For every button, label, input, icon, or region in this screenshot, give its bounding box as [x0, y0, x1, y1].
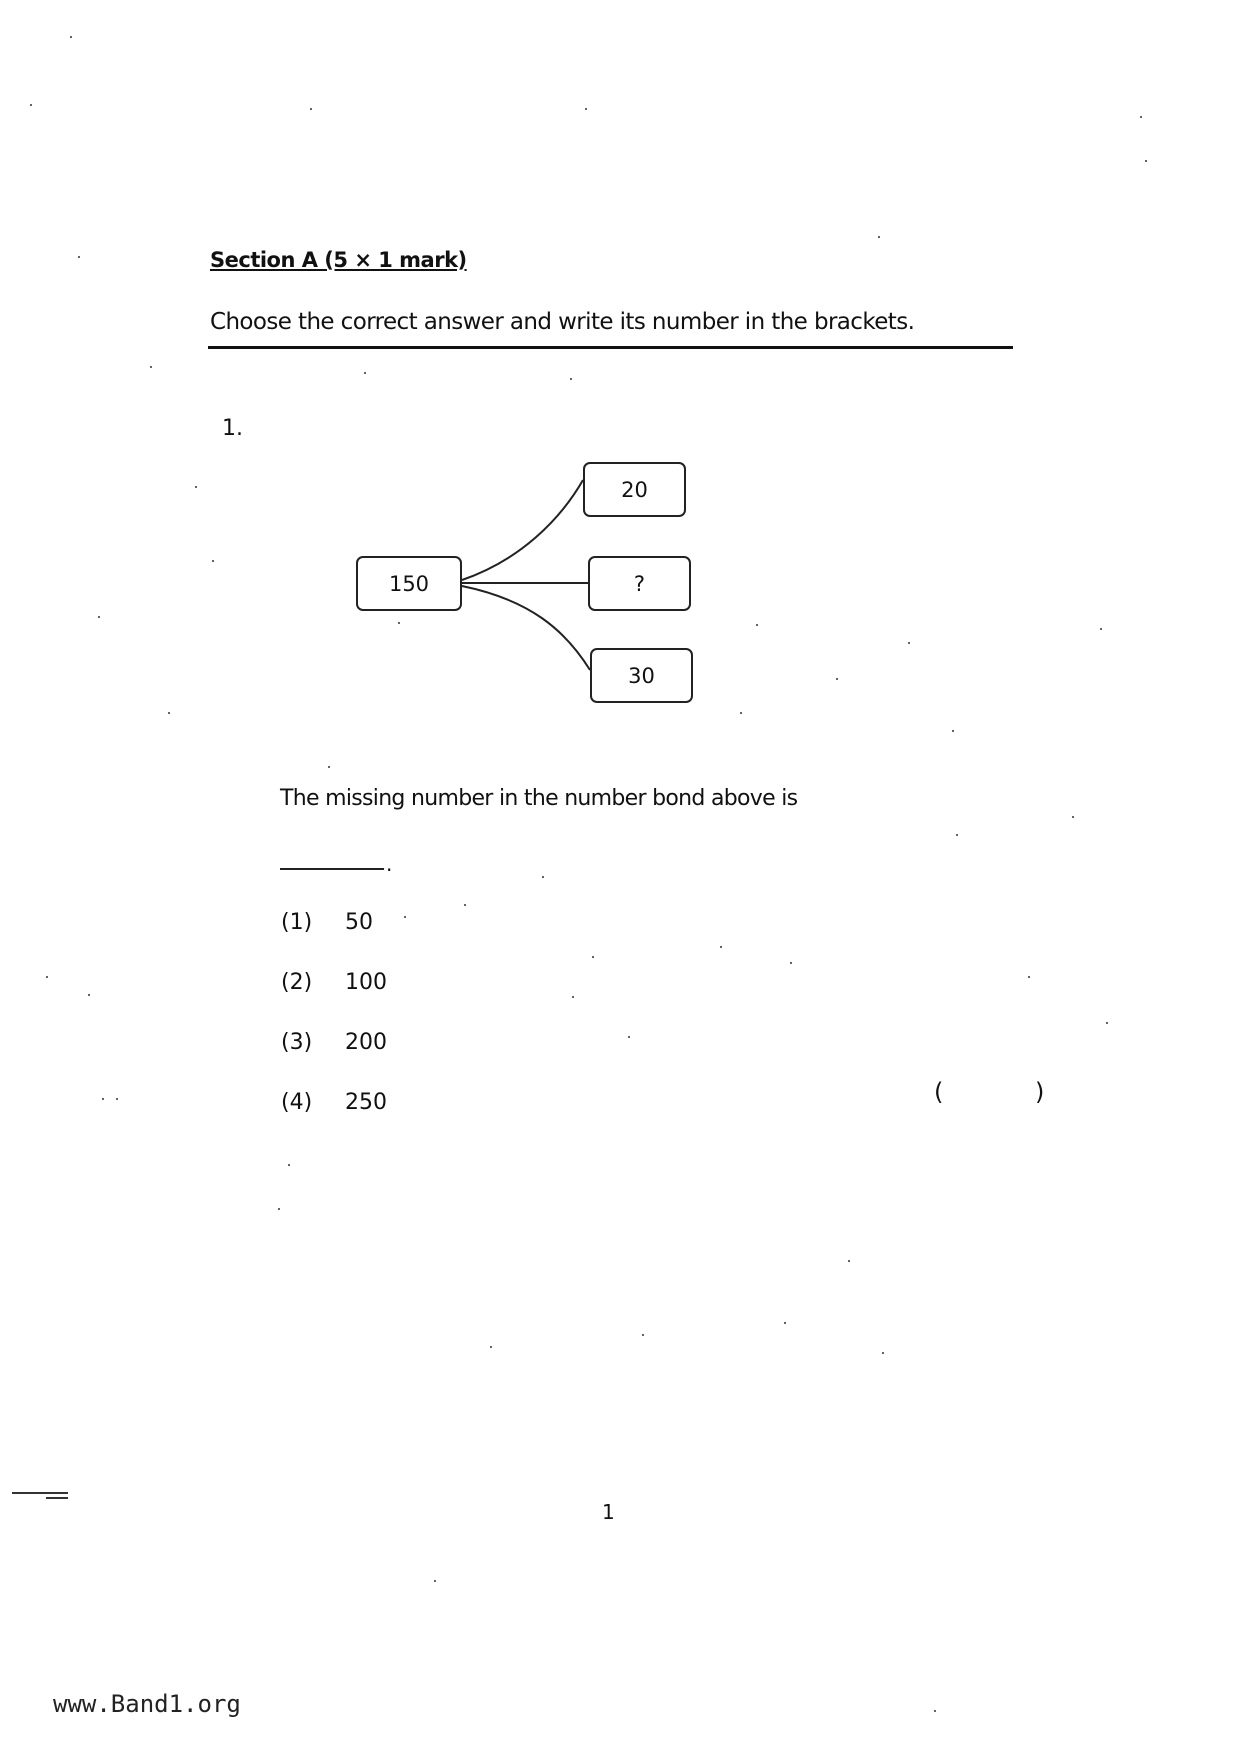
- scan-speck: [364, 372, 366, 374]
- scan-speck: [78, 256, 80, 258]
- scan-speck: [628, 1036, 630, 1038]
- option-value: 250: [345, 1090, 387, 1115]
- answer-blank: [280, 868, 384, 870]
- answer-bracket: ( ): [934, 1078, 1087, 1106]
- scan-speck: [98, 616, 100, 618]
- scan-speck: [168, 712, 170, 714]
- scan-speck: [572, 996, 574, 998]
- option-label: (3): [281, 1030, 313, 1055]
- connector-top: [462, 480, 583, 580]
- option-label: (1): [281, 910, 313, 935]
- scan-speck: [88, 994, 90, 996]
- scan-speck: [952, 730, 954, 732]
- scan-speck: [756, 624, 758, 626]
- scan-speck: [720, 946, 722, 948]
- scan-speck: [195, 486, 197, 488]
- scan-speck: [150, 366, 152, 368]
- bond-part-box-missing: ?: [588, 556, 691, 611]
- option-label: (2): [281, 970, 313, 995]
- scan-speck: [836, 678, 838, 680]
- scan-speck: [542, 876, 544, 878]
- scan-speck: [70, 36, 72, 38]
- option-4: [281, 1090, 387, 1115]
- section-title: Section A (5 × 1 mark): [210, 248, 467, 272]
- scan-speck: [882, 1352, 884, 1354]
- option-label: (4): [281, 1090, 313, 1115]
- scan-speck: [1072, 816, 1074, 818]
- scan-speck: [464, 904, 466, 906]
- page-number: 1: [602, 1500, 615, 1524]
- scan-speck: [490, 1346, 492, 1348]
- scan-speck: [642, 1334, 644, 1336]
- scan-speck: [1140, 116, 1142, 118]
- scan-speck: [878, 236, 880, 238]
- footer-url: www.Band1.org: [53, 1690, 241, 1718]
- scan-speck: [1145, 160, 1147, 162]
- bond-part-box-2: 30: [590, 648, 693, 703]
- scan-speck: [956, 834, 958, 836]
- scan-mark: [46, 1497, 68, 1499]
- scan-speck: [212, 560, 214, 562]
- bond-whole-box: 150: [356, 556, 462, 611]
- number-bond-connectors: [0, 0, 1239, 760]
- scan-speck: [570, 378, 572, 380]
- scan-speck: [908, 642, 910, 644]
- scan-speck: [585, 108, 587, 110]
- scan-speck: [46, 976, 48, 978]
- scan-speck: [434, 1580, 436, 1582]
- scan-speck: [102, 1098, 104, 1100]
- bond-part-box-1: 20: [583, 462, 686, 517]
- question-number: 1.: [222, 416, 243, 441]
- instruction-text: Choose the correct answer and write its number in the brackets.: [210, 309, 915, 335]
- option-value: 200: [345, 1030, 387, 1055]
- scan-speck: [310, 108, 312, 110]
- option-value: 50: [345, 910, 373, 935]
- scan-speck: [740, 712, 742, 714]
- scan-speck: [278, 1208, 280, 1210]
- question-text: The missing number in the number bond above is: [280, 786, 798, 811]
- scan-speck: [592, 956, 594, 958]
- scan-speck: [1106, 1022, 1108, 1024]
- scan-speck: [288, 1164, 290, 1166]
- connector-bottom: [462, 586, 590, 670]
- scan-speck: [328, 766, 330, 768]
- scan-speck: [848, 1260, 850, 1262]
- option-3: [281, 1030, 387, 1055]
- scan-speck: [1100, 628, 1102, 630]
- scan-speck: [1028, 976, 1030, 978]
- scan-speck: [30, 104, 32, 106]
- blank-period: .: [386, 852, 393, 876]
- scan-speck: [116, 1098, 118, 1100]
- option-2: [281, 970, 387, 995]
- scan-speck: [790, 962, 792, 964]
- scan-mark: [12, 1492, 68, 1494]
- option-value: 100: [345, 970, 387, 995]
- scan-speck: [398, 622, 400, 624]
- option-1: [281, 910, 373, 935]
- scan-speck: [784, 1322, 786, 1324]
- scan-speck: [404, 916, 406, 918]
- scan-speck: [934, 1710, 936, 1712]
